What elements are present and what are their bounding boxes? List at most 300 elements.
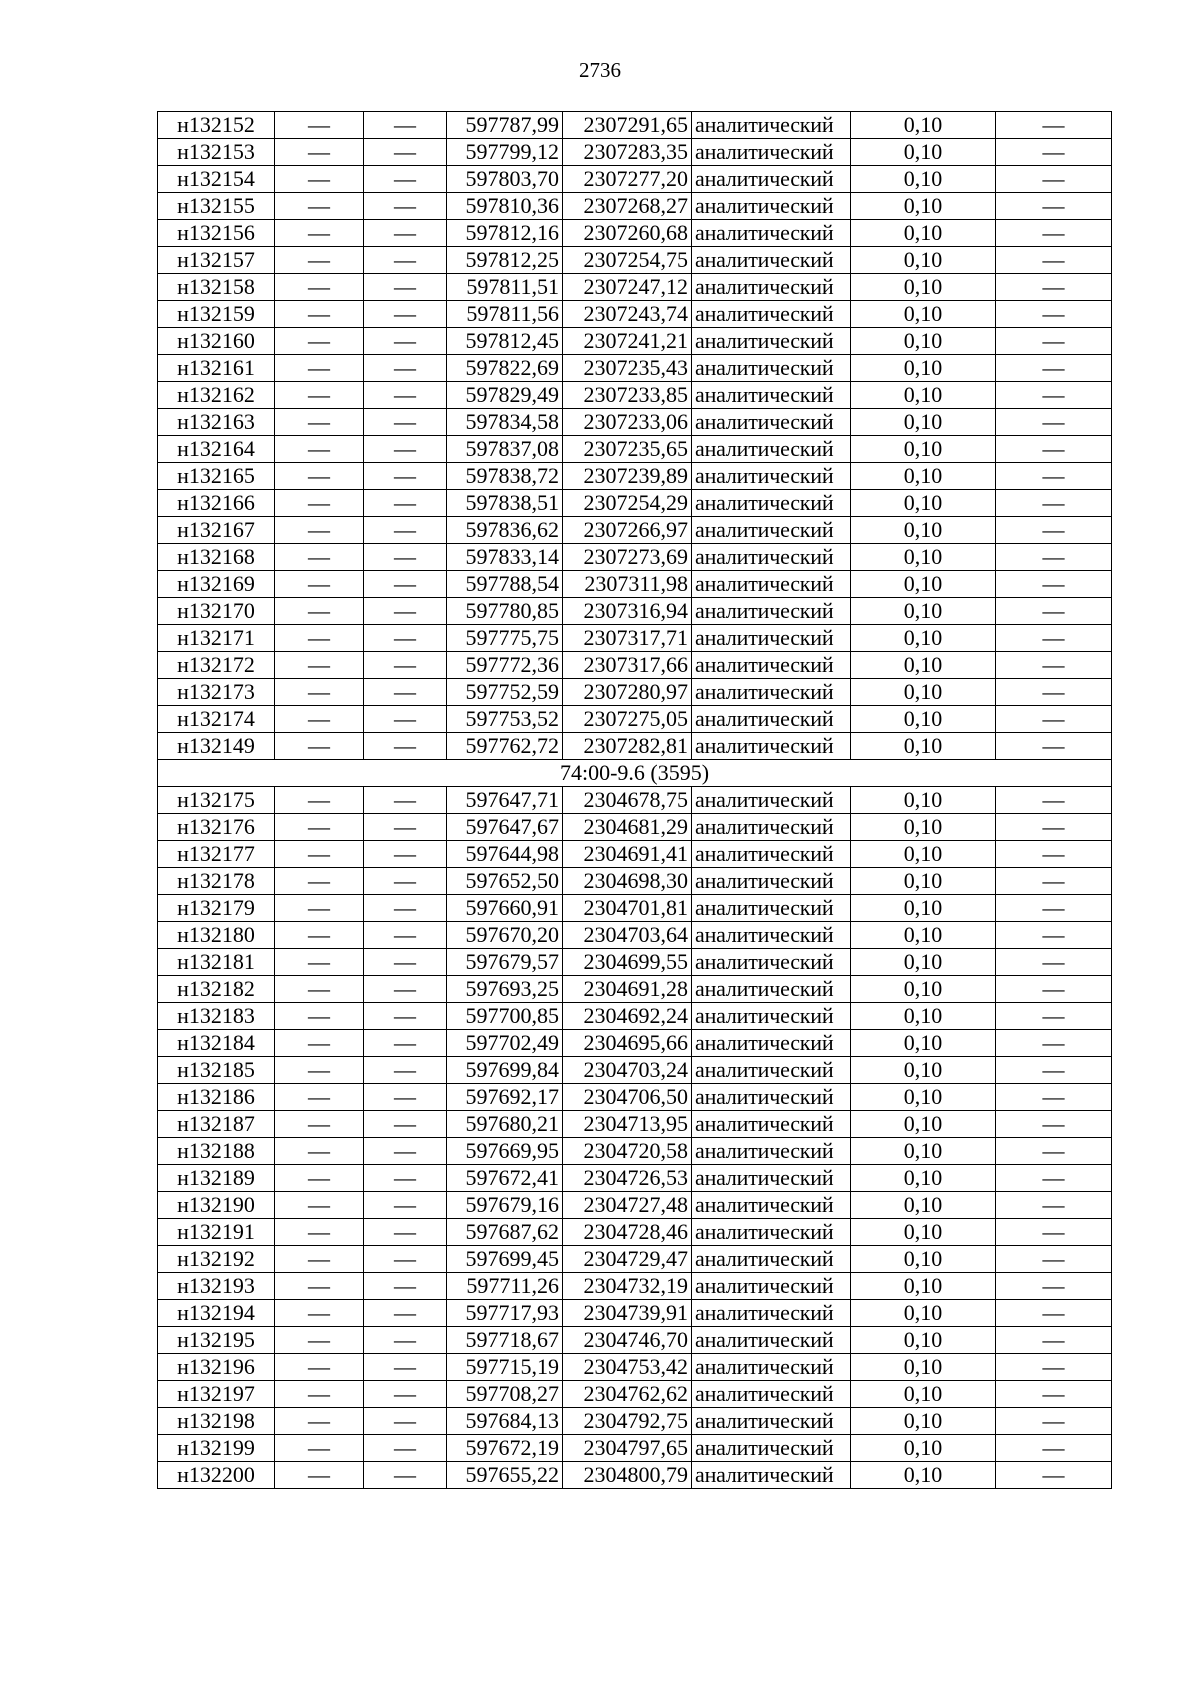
x-coordinate-cell: 597762,72 xyxy=(447,733,563,760)
dash-cell: — xyxy=(364,1273,447,1300)
accuracy-cell: 0,10 xyxy=(851,409,996,436)
point-name-cell: н132174 xyxy=(158,706,275,733)
accuracy-cell: 0,10 xyxy=(851,571,996,598)
method-cell: аналитический xyxy=(692,1057,851,1084)
description-cell: — xyxy=(996,949,1112,976)
dash-cell: — xyxy=(364,868,447,895)
accuracy-cell: 0,10 xyxy=(851,652,996,679)
description-cell: — xyxy=(996,1219,1112,1246)
dash-cell: — xyxy=(275,301,364,328)
dash-cell: — xyxy=(275,976,364,1003)
table-row xyxy=(158,1030,1112,1057)
description-cell: — xyxy=(996,166,1112,193)
dash-cell: — xyxy=(364,922,447,949)
y-coordinate-cell: 2307266,97 xyxy=(563,517,692,544)
x-coordinate-cell: 597670,20 xyxy=(447,922,563,949)
point-name-cell: н132154 xyxy=(158,166,275,193)
accuracy-cell: 0,10 xyxy=(851,139,996,166)
point-name-cell: н132179 xyxy=(158,895,275,922)
description-cell: — xyxy=(996,1165,1112,1192)
description-cell: — xyxy=(996,355,1112,382)
y-coordinate-cell: 2307291,65 xyxy=(563,112,692,139)
x-coordinate-cell: 597711,26 xyxy=(447,1273,563,1300)
point-name-cell: н132163 xyxy=(158,409,275,436)
x-coordinate-cell: 597799,12 xyxy=(447,139,563,166)
dash-cell: — xyxy=(364,733,447,760)
method-cell: аналитический xyxy=(692,706,851,733)
description-cell: — xyxy=(996,1030,1112,1057)
method-cell: аналитический xyxy=(692,868,851,895)
x-coordinate-cell: 597772,36 xyxy=(447,652,563,679)
accuracy-cell: 0,10 xyxy=(851,1327,996,1354)
y-coordinate-cell: 2307316,94 xyxy=(563,598,692,625)
method-cell: аналитический xyxy=(692,274,851,301)
y-coordinate-cell: 2307275,05 xyxy=(563,706,692,733)
x-coordinate-cell: 597702,49 xyxy=(447,1030,563,1057)
method-cell: аналитический xyxy=(692,814,851,841)
method-cell: аналитический xyxy=(692,625,851,652)
description-cell: — xyxy=(996,625,1112,652)
table-row xyxy=(158,841,1112,868)
method-cell: аналитический xyxy=(692,166,851,193)
table-row xyxy=(158,1111,1112,1138)
method-cell: аналитический xyxy=(692,436,851,463)
table-row xyxy=(158,193,1112,220)
point-name-cell: н132197 xyxy=(158,1381,275,1408)
description-cell: — xyxy=(996,787,1112,814)
description-cell: — xyxy=(996,733,1112,760)
point-name-cell: н132164 xyxy=(158,436,275,463)
y-coordinate-cell: 2307233,06 xyxy=(563,409,692,436)
table-row xyxy=(158,1462,1112,1489)
table-row xyxy=(158,571,1112,598)
description-cell: — xyxy=(996,1381,1112,1408)
table-row xyxy=(158,1192,1112,1219)
dash-cell: — xyxy=(275,112,364,139)
accuracy-cell: 0,10 xyxy=(851,598,996,625)
point-name-cell: н132159 xyxy=(158,301,275,328)
accuracy-cell: 0,10 xyxy=(851,1165,996,1192)
x-coordinate-cell: 597836,62 xyxy=(447,517,563,544)
y-coordinate-cell: 2304691,28 xyxy=(563,976,692,1003)
description-cell: — xyxy=(996,112,1112,139)
accuracy-cell: 0,10 xyxy=(851,1300,996,1327)
table-row xyxy=(158,706,1112,733)
method-cell: аналитический xyxy=(692,301,851,328)
dash-cell: — xyxy=(275,1192,364,1219)
dash-cell: — xyxy=(275,598,364,625)
dash-cell: — xyxy=(364,193,447,220)
point-name-cell: н132198 xyxy=(158,1408,275,1435)
y-coordinate-cell: 2307247,12 xyxy=(563,274,692,301)
x-coordinate-cell: 597684,13 xyxy=(447,1408,563,1435)
method-cell: аналитический xyxy=(692,1219,851,1246)
dash-cell: — xyxy=(364,1246,447,1273)
dash-cell: — xyxy=(275,1219,364,1246)
description-cell: — xyxy=(996,220,1112,247)
description-cell: — xyxy=(996,868,1112,895)
method-cell: аналитический xyxy=(692,1246,851,1273)
x-coordinate-cell: 597699,84 xyxy=(447,1057,563,1084)
point-name-cell: н132177 xyxy=(158,841,275,868)
x-coordinate-cell: 597679,57 xyxy=(447,949,563,976)
accuracy-cell: 0,10 xyxy=(851,301,996,328)
dash-cell: — xyxy=(364,1084,447,1111)
accuracy-cell: 0,10 xyxy=(851,814,996,841)
point-name-cell: н132180 xyxy=(158,922,275,949)
table-row xyxy=(158,733,1112,760)
x-coordinate-cell: 597672,19 xyxy=(447,1435,563,1462)
method-cell: аналитический xyxy=(692,1111,851,1138)
accuracy-cell: 0,10 xyxy=(851,247,996,274)
description-cell: — xyxy=(996,1462,1112,1489)
table-row xyxy=(158,166,1112,193)
x-coordinate-cell: 597718,67 xyxy=(447,1327,563,1354)
y-coordinate-cell: 2304698,30 xyxy=(563,868,692,895)
dash-cell: — xyxy=(364,706,447,733)
method-cell: аналитический xyxy=(692,1084,851,1111)
description-cell: — xyxy=(996,1084,1112,1111)
point-name-cell: н132185 xyxy=(158,1057,275,1084)
dash-cell: — xyxy=(364,1057,447,1084)
point-name-cell: н132184 xyxy=(158,1030,275,1057)
point-name-cell: н132199 xyxy=(158,1435,275,1462)
y-coordinate-cell: 2307317,71 xyxy=(563,625,692,652)
y-coordinate-cell: 2304691,41 xyxy=(563,841,692,868)
accuracy-cell: 0,10 xyxy=(851,544,996,571)
method-cell: аналитический xyxy=(692,787,851,814)
dash-cell: — xyxy=(275,814,364,841)
description-cell: — xyxy=(996,328,1112,355)
y-coordinate-cell: 2304703,24 xyxy=(563,1057,692,1084)
description-cell: — xyxy=(996,463,1112,490)
dash-cell: — xyxy=(275,922,364,949)
method-cell: аналитический xyxy=(692,895,851,922)
table-row xyxy=(158,382,1112,409)
table-row xyxy=(158,1219,1112,1246)
dash-cell: — xyxy=(364,112,447,139)
accuracy-cell: 0,10 xyxy=(851,787,996,814)
dash-cell: — xyxy=(275,733,364,760)
x-coordinate-cell: 597812,16 xyxy=(447,220,563,247)
accuracy-cell: 0,10 xyxy=(851,625,996,652)
point-name-cell: н132161 xyxy=(158,355,275,382)
dash-cell: — xyxy=(364,1165,447,1192)
dash-cell: — xyxy=(275,544,364,571)
y-coordinate-cell: 2304678,75 xyxy=(563,787,692,814)
y-coordinate-cell: 2307311,98 xyxy=(563,571,692,598)
table-row xyxy=(158,1354,1112,1381)
description-cell: — xyxy=(996,976,1112,1003)
x-coordinate-cell: 597708,27 xyxy=(447,1381,563,1408)
page-number: 2736 xyxy=(579,58,621,82)
description-cell: — xyxy=(996,247,1112,274)
table-row xyxy=(158,1084,1112,1111)
dash-cell: — xyxy=(275,841,364,868)
description-cell: — xyxy=(996,1111,1112,1138)
y-coordinate-cell: 2304713,95 xyxy=(563,1111,692,1138)
point-name-cell: н132167 xyxy=(158,517,275,544)
dash-cell: — xyxy=(364,544,447,571)
section-header-row xyxy=(158,760,1112,787)
section-title: 74:00-9.6 (3595) xyxy=(158,760,1112,787)
method-cell: аналитический xyxy=(692,490,851,517)
table-row xyxy=(158,976,1112,1003)
point-name-cell: н132175 xyxy=(158,787,275,814)
method-cell: аналитический xyxy=(692,976,851,1003)
table-row xyxy=(158,1408,1112,1435)
accuracy-cell: 0,10 xyxy=(851,220,996,247)
point-name-cell: н132189 xyxy=(158,1165,275,1192)
accuracy-cell: 0,10 xyxy=(851,193,996,220)
dash-cell: — xyxy=(275,868,364,895)
dash-cell: — xyxy=(275,436,364,463)
description-cell: — xyxy=(996,1273,1112,1300)
dash-cell: — xyxy=(364,274,447,301)
dash-cell: — xyxy=(364,139,447,166)
dash-cell: — xyxy=(364,814,447,841)
point-name-cell: н132162 xyxy=(158,382,275,409)
y-coordinate-cell: 2304699,55 xyxy=(563,949,692,976)
x-coordinate-cell: 597788,54 xyxy=(447,571,563,598)
dash-cell: — xyxy=(275,706,364,733)
dash-cell: — xyxy=(275,166,364,193)
point-name-cell: н132181 xyxy=(158,949,275,976)
dash-cell: — xyxy=(364,409,447,436)
dash-cell: — xyxy=(364,517,447,544)
dash-cell: — xyxy=(364,355,447,382)
x-coordinate-cell: 597810,36 xyxy=(447,193,563,220)
description-cell: — xyxy=(996,517,1112,544)
dash-cell: — xyxy=(364,841,447,868)
accuracy-cell: 0,10 xyxy=(851,328,996,355)
description-cell: — xyxy=(996,679,1112,706)
dash-cell: — xyxy=(275,139,364,166)
method-cell: аналитический xyxy=(692,1003,851,1030)
x-coordinate-cell: 597679,16 xyxy=(447,1192,563,1219)
method-cell: аналитический xyxy=(692,922,851,949)
method-cell: аналитический xyxy=(692,112,851,139)
dash-cell: — xyxy=(364,1408,447,1435)
x-coordinate-cell: 597717,93 xyxy=(447,1300,563,1327)
y-coordinate-cell: 2304729,47 xyxy=(563,1246,692,1273)
accuracy-cell: 0,10 xyxy=(851,1462,996,1489)
y-coordinate-cell: 2304753,42 xyxy=(563,1354,692,1381)
method-cell: аналитический xyxy=(692,1408,851,1435)
dash-cell: — xyxy=(275,1084,364,1111)
method-cell: аналитический xyxy=(692,1138,851,1165)
method-cell: аналитический xyxy=(692,193,851,220)
dash-cell: — xyxy=(364,490,447,517)
x-coordinate-cell: 597775,75 xyxy=(447,625,563,652)
x-coordinate-cell: 597687,62 xyxy=(447,1219,563,1246)
method-cell: аналитический xyxy=(692,1273,851,1300)
point-name-cell: н132182 xyxy=(158,976,275,1003)
table-row xyxy=(158,949,1112,976)
description-cell: — xyxy=(996,895,1112,922)
dash-cell: — xyxy=(275,1273,364,1300)
dash-cell: — xyxy=(364,1462,447,1489)
x-coordinate-cell: 597787,99 xyxy=(447,112,563,139)
table-row xyxy=(158,544,1112,571)
dash-cell: — xyxy=(275,652,364,679)
method-cell: аналитический xyxy=(692,652,851,679)
dash-cell: — xyxy=(364,895,447,922)
dash-cell: — xyxy=(364,652,447,679)
y-coordinate-cell: 2304703,64 xyxy=(563,922,692,949)
accuracy-cell: 0,10 xyxy=(851,1030,996,1057)
y-coordinate-cell: 2304746,70 xyxy=(563,1327,692,1354)
method-cell: аналитический xyxy=(692,1327,851,1354)
dash-cell: — xyxy=(275,1246,364,1273)
x-coordinate-cell: 597644,98 xyxy=(447,841,563,868)
description-cell: — xyxy=(996,922,1112,949)
description-cell: — xyxy=(996,571,1112,598)
dash-cell: — xyxy=(275,1462,364,1489)
method-cell: аналитический xyxy=(692,247,851,274)
y-coordinate-cell: 2307282,81 xyxy=(563,733,692,760)
dash-cell: — xyxy=(364,463,447,490)
dash-cell: — xyxy=(364,1354,447,1381)
description-cell: — xyxy=(996,1327,1112,1354)
description-cell: — xyxy=(996,841,1112,868)
y-coordinate-cell: 2307254,29 xyxy=(563,490,692,517)
description-cell: — xyxy=(996,382,1112,409)
y-coordinate-cell: 2307273,69 xyxy=(563,544,692,571)
point-name-cell: н132168 xyxy=(158,544,275,571)
method-cell: аналитический xyxy=(692,1165,851,1192)
dash-cell: — xyxy=(364,436,447,463)
y-coordinate-cell: 2304701,81 xyxy=(563,895,692,922)
y-coordinate-cell: 2307254,75 xyxy=(563,247,692,274)
y-coordinate-cell: 2304797,65 xyxy=(563,1435,692,1462)
table-row xyxy=(158,139,1112,166)
y-coordinate-cell: 2304695,66 xyxy=(563,1030,692,1057)
table-row xyxy=(158,301,1112,328)
accuracy-cell: 0,10 xyxy=(851,1192,996,1219)
description-cell: — xyxy=(996,1435,1112,1462)
accuracy-cell: 0,10 xyxy=(851,490,996,517)
x-coordinate-cell: 597692,17 xyxy=(447,1084,563,1111)
point-name-cell: н132195 xyxy=(158,1327,275,1354)
dash-cell: — xyxy=(275,787,364,814)
accuracy-cell: 0,10 xyxy=(851,1084,996,1111)
point-name-cell: н132187 xyxy=(158,1111,275,1138)
accuracy-cell: 0,10 xyxy=(851,922,996,949)
dash-cell: — xyxy=(364,1192,447,1219)
table-row xyxy=(158,1273,1112,1300)
dash-cell: — xyxy=(364,1300,447,1327)
method-cell: аналитический xyxy=(692,679,851,706)
point-name-cell: н132172 xyxy=(158,652,275,679)
table-row xyxy=(158,463,1112,490)
accuracy-cell: 0,10 xyxy=(851,112,996,139)
dash-cell: — xyxy=(275,274,364,301)
x-coordinate-cell: 597837,08 xyxy=(447,436,563,463)
description-cell: — xyxy=(996,1408,1112,1435)
dash-cell: — xyxy=(275,463,364,490)
accuracy-cell: 0,10 xyxy=(851,679,996,706)
point-name-cell: н132153 xyxy=(158,139,275,166)
x-coordinate-cell: 597752,59 xyxy=(447,679,563,706)
point-name-cell: н132156 xyxy=(158,220,275,247)
description-cell: — xyxy=(996,1192,1112,1219)
dash-cell: — xyxy=(275,382,364,409)
method-cell: аналитический xyxy=(692,1030,851,1057)
point-name-cell: н132176 xyxy=(158,814,275,841)
accuracy-cell: 0,10 xyxy=(851,1057,996,1084)
point-name-cell: н132183 xyxy=(158,1003,275,1030)
method-cell: аналитический xyxy=(692,1435,851,1462)
y-coordinate-cell: 2307280,97 xyxy=(563,679,692,706)
accuracy-cell: 0,10 xyxy=(851,1273,996,1300)
table-row xyxy=(158,220,1112,247)
dash-cell: — xyxy=(364,976,447,1003)
description-cell: — xyxy=(996,274,1112,301)
description-cell: — xyxy=(996,1354,1112,1381)
description-cell: — xyxy=(996,436,1112,463)
y-coordinate-cell: 2304728,46 xyxy=(563,1219,692,1246)
point-name-cell: н132188 xyxy=(158,1138,275,1165)
method-cell: аналитический xyxy=(692,733,851,760)
dash-cell: — xyxy=(364,220,447,247)
description-cell: — xyxy=(996,652,1112,679)
description-cell: — xyxy=(996,1003,1112,1030)
x-coordinate-cell: 597652,50 xyxy=(447,868,563,895)
x-coordinate-cell: 597700,85 xyxy=(447,1003,563,1030)
y-coordinate-cell: 2307268,27 xyxy=(563,193,692,220)
x-coordinate-cell: 597693,25 xyxy=(447,976,563,1003)
dash-cell: — xyxy=(364,598,447,625)
table-row xyxy=(158,1003,1112,1030)
table-row xyxy=(158,868,1112,895)
method-cell: аналитический xyxy=(692,463,851,490)
point-name-cell: н132160 xyxy=(158,328,275,355)
dash-cell: — xyxy=(364,571,447,598)
accuracy-cell: 0,10 xyxy=(851,1435,996,1462)
table-row xyxy=(158,1327,1112,1354)
dash-cell: — xyxy=(275,571,364,598)
table-row xyxy=(158,1381,1112,1408)
method-cell: аналитический xyxy=(692,328,851,355)
y-coordinate-cell: 2307241,21 xyxy=(563,328,692,355)
y-coordinate-cell: 2304726,53 xyxy=(563,1165,692,1192)
table-row xyxy=(158,1300,1112,1327)
accuracy-cell: 0,10 xyxy=(851,1246,996,1273)
table-row xyxy=(158,922,1112,949)
table-row xyxy=(158,895,1112,922)
dash-cell: — xyxy=(364,1003,447,1030)
dash-cell: — xyxy=(275,625,364,652)
point-name-cell: н132186 xyxy=(158,1084,275,1111)
dash-cell: — xyxy=(364,1327,447,1354)
accuracy-cell: 0,10 xyxy=(851,868,996,895)
dash-cell: — xyxy=(364,328,447,355)
point-name-cell: н132165 xyxy=(158,463,275,490)
table-row xyxy=(158,1435,1112,1462)
dash-cell: — xyxy=(364,679,447,706)
dash-cell: — xyxy=(275,1354,364,1381)
accuracy-cell: 0,10 xyxy=(851,1354,996,1381)
x-coordinate-cell: 597660,91 xyxy=(447,895,563,922)
accuracy-cell: 0,10 xyxy=(851,517,996,544)
description-cell: — xyxy=(996,301,1112,328)
y-coordinate-cell: 2304792,75 xyxy=(563,1408,692,1435)
method-cell: аналитический xyxy=(692,139,851,166)
point-name-cell: н132178 xyxy=(158,868,275,895)
x-coordinate-cell: 597680,21 xyxy=(447,1111,563,1138)
accuracy-cell: 0,10 xyxy=(851,382,996,409)
